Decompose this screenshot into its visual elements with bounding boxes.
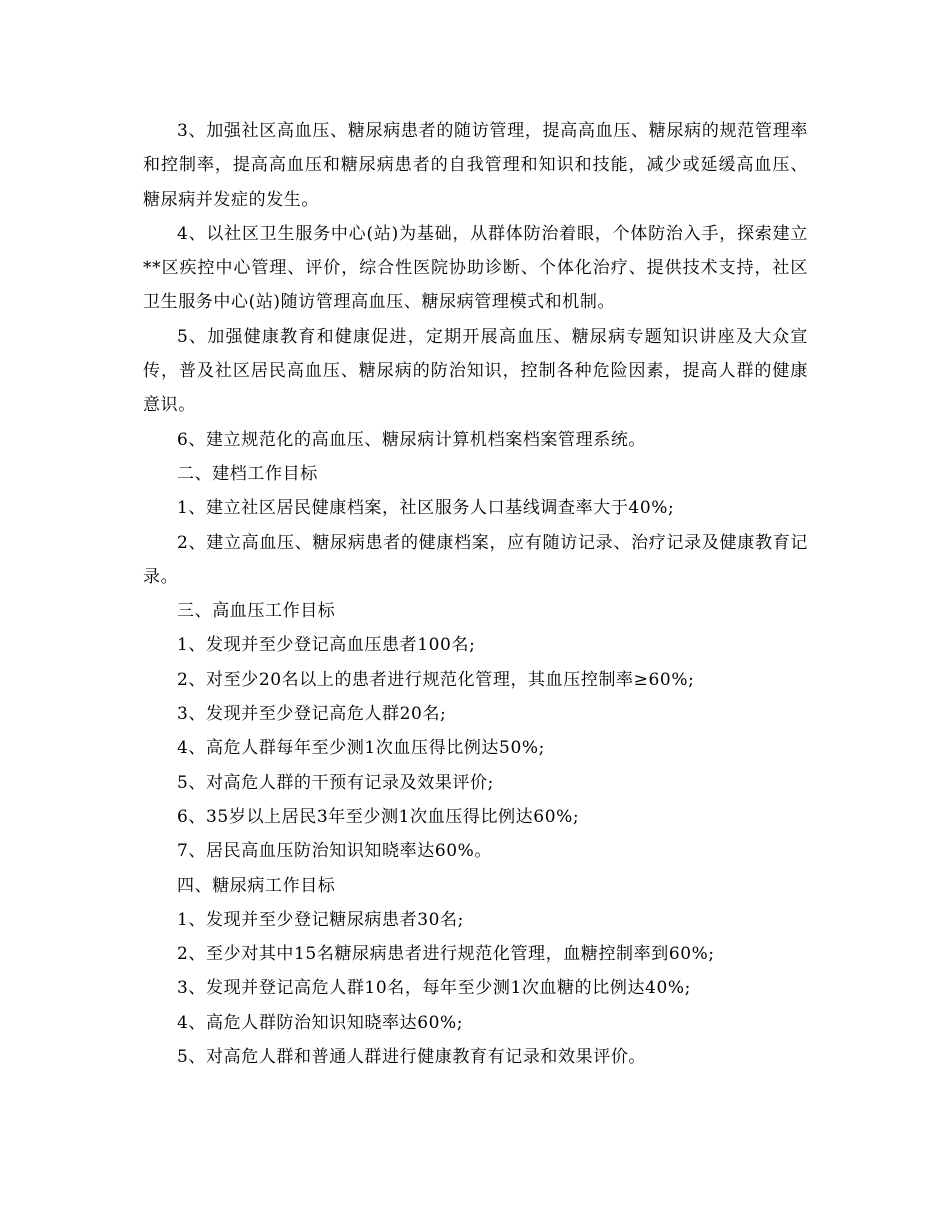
hypertension-goal-1: 1、发现并至少登记高血压患者100名; — [177, 635, 476, 656]
diabetes-goal-4: 4、高危人群防治知识知晓率达60%; — [177, 1012, 464, 1033]
section-heading-diabetes: 四、糖尿病工作目标 — [177, 875, 336, 896]
diabetes-goal-1: 1、发现并至少登记糖尿病患者30名; — [177, 909, 464, 930]
diabetes-goal-2: 2、至少对其中15名糖尿病患者进行规范化管理，血糖控制率到60%; — [177, 944, 715, 965]
paragraph-item-4: 4、以社区卫生服务中心(站)为基础，从群体防治着眼，个体防治入手，探索建立**区疾控中心管理、评价，综合性医院协助诊断、个体化治疗、提供技术支持，社区卫生服务中心(站)随访管理高血压、糖尿病管理模式和机制。 — [143, 223, 808, 313]
diabetes-goal-3: 3、发现并登记高危人群10名，每年至少测1次血糖的比例达40%; — [177, 978, 691, 999]
diabetes-goal-5: 5、对高危人群和普通人群进行健康教育有记录和效果评价。 — [177, 1047, 647, 1068]
hypertension-goal-3: 3、发现并至少登记高危人群20名; — [177, 704, 447, 725]
records-goal-1: 1、建立社区居民健康档案，社区服务人口基线调查率大于40%; — [177, 498, 675, 519]
paragraph-item-6: 6、建立规范化的高血压、糖尿病计算机档案档案管理系统。 — [177, 429, 647, 450]
hypertension-goal-6: 6、35岁以上居民3年至少测1次血压得比例达60%; — [177, 806, 580, 827]
paragraph-item-5: 5、加强健康教育和健康促进，定期开展高血压、糖尿病专题知识讲座及大众宣传，普及社区居民高血压、糖尿病的防治知识，控制各种危险因素，提高人群的健康意识。 — [143, 326, 808, 416]
hypertension-goal-5: 5、对高危人群的干预有记录及效果评价; — [177, 772, 494, 793]
hypertension-goal-7: 7、居民高血压防治知识知晓率达60%。 — [177, 841, 493, 862]
document-body — [143, 114, 808, 1074]
section-heading-records: 二、建档工作目标 — [177, 463, 318, 484]
paragraph-item-3: 3、加强社区高血压、糖尿病患者的随访管理，提高高血压、糖尿病的规范管理率和控制率，提高高血压和糖尿病患者的自我管理和知识和技能，减少或延缓高血压、糖尿病并发症的发生。 — [143, 121, 808, 210]
hypertension-goal-2: 2、对至少20名以上的患者进行规范化管理，其血压控制率≥60%; — [177, 669, 695, 690]
records-goal-2: 2、建立高血压、糖尿病患者的健康档案，应有随访记录、治疗记录及健康教育记录。 — [143, 532, 808, 587]
section-heading-hypertension: 三、高血压工作目标 — [177, 601, 336, 622]
hypertension-goal-4: 4、高危人群每年至少测1次血压得比例达50%; — [177, 738, 545, 759]
